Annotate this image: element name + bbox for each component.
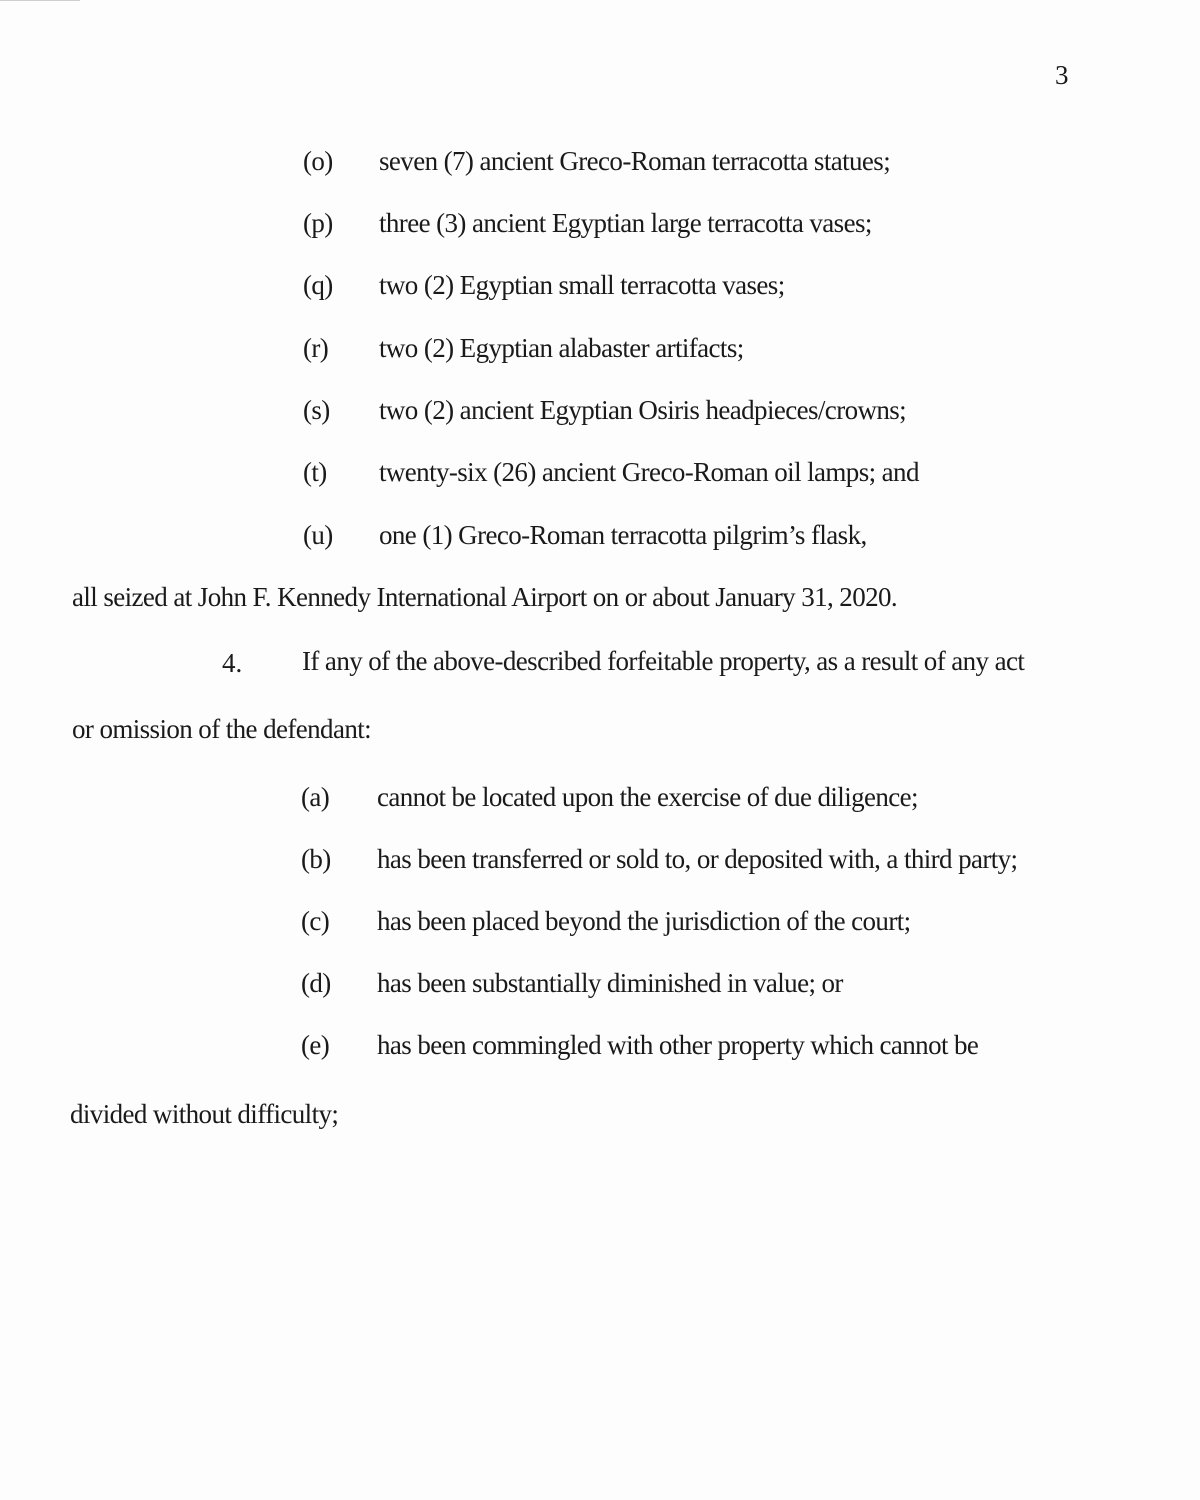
list-item-label: (u) bbox=[303, 520, 333, 550]
list-item-label: (q) bbox=[303, 270, 333, 300]
list-item-text: cannot be located upon the exercise of due diligence; bbox=[377, 782, 918, 812]
list-item-label: (r) bbox=[303, 333, 329, 363]
seized-statement: all seized at John F. Kennedy International Airport on or about January 31, 2020. bbox=[72, 582, 898, 612]
list-item-text: three (3) ancient Egyptian large terracotta vases; bbox=[379, 208, 872, 238]
list-item-text: twenty-six (26) ancient Greco-Roman oil lamps; and bbox=[379, 457, 919, 487]
list-item-label: (b) bbox=[301, 844, 331, 874]
scan-corner-mark bbox=[0, 0, 80, 9]
list-item-text: seven (7) ancient Greco-Roman terracotta statues; bbox=[379, 146, 891, 176]
list-item-text: two (2) Egyptian small terracotta vases; bbox=[379, 270, 785, 300]
list-item-text: one (1) Greco-Roman terracotta pilgrim’s flask, bbox=[379, 520, 867, 550]
page-number: 3 bbox=[1055, 60, 1069, 90]
list-item-label: (c) bbox=[301, 906, 330, 936]
list-item-text: two (2) Egyptian alabaster artifacts; bbox=[379, 333, 744, 363]
list-item-label: (t) bbox=[303, 457, 327, 487]
paragraph-number: 4. bbox=[222, 648, 243, 678]
list-item-label: (p) bbox=[303, 208, 333, 238]
paragraph-4-line-2: or omission of the defendant: bbox=[72, 714, 372, 744]
list-item-label: (d) bbox=[301, 968, 331, 998]
list-item-text: has been placed beyond the jurisdiction of the court; bbox=[377, 906, 911, 936]
list-item-text: has been commingled with other property which cannot be bbox=[377, 1030, 979, 1060]
list-item-label: (s) bbox=[303, 395, 330, 425]
list-item-text: has been transferred or sold to, or deposited with, a third party; bbox=[377, 844, 1018, 874]
list-item-label: (a) bbox=[301, 782, 330, 812]
closing-line: divided without difficulty; bbox=[70, 1099, 339, 1129]
list-item-text: two (2) ancient Egyptian Osiris headpieces/crowns; bbox=[379, 395, 907, 425]
paragraph-4-line-1: If any of the above-described forfeitable property, as a result of any act bbox=[302, 646, 1025, 676]
list-item-label: (e) bbox=[301, 1030, 330, 1060]
list-item-label: (o) bbox=[303, 146, 333, 176]
list-item-text: has been substantially diminished in value; or bbox=[377, 968, 843, 998]
